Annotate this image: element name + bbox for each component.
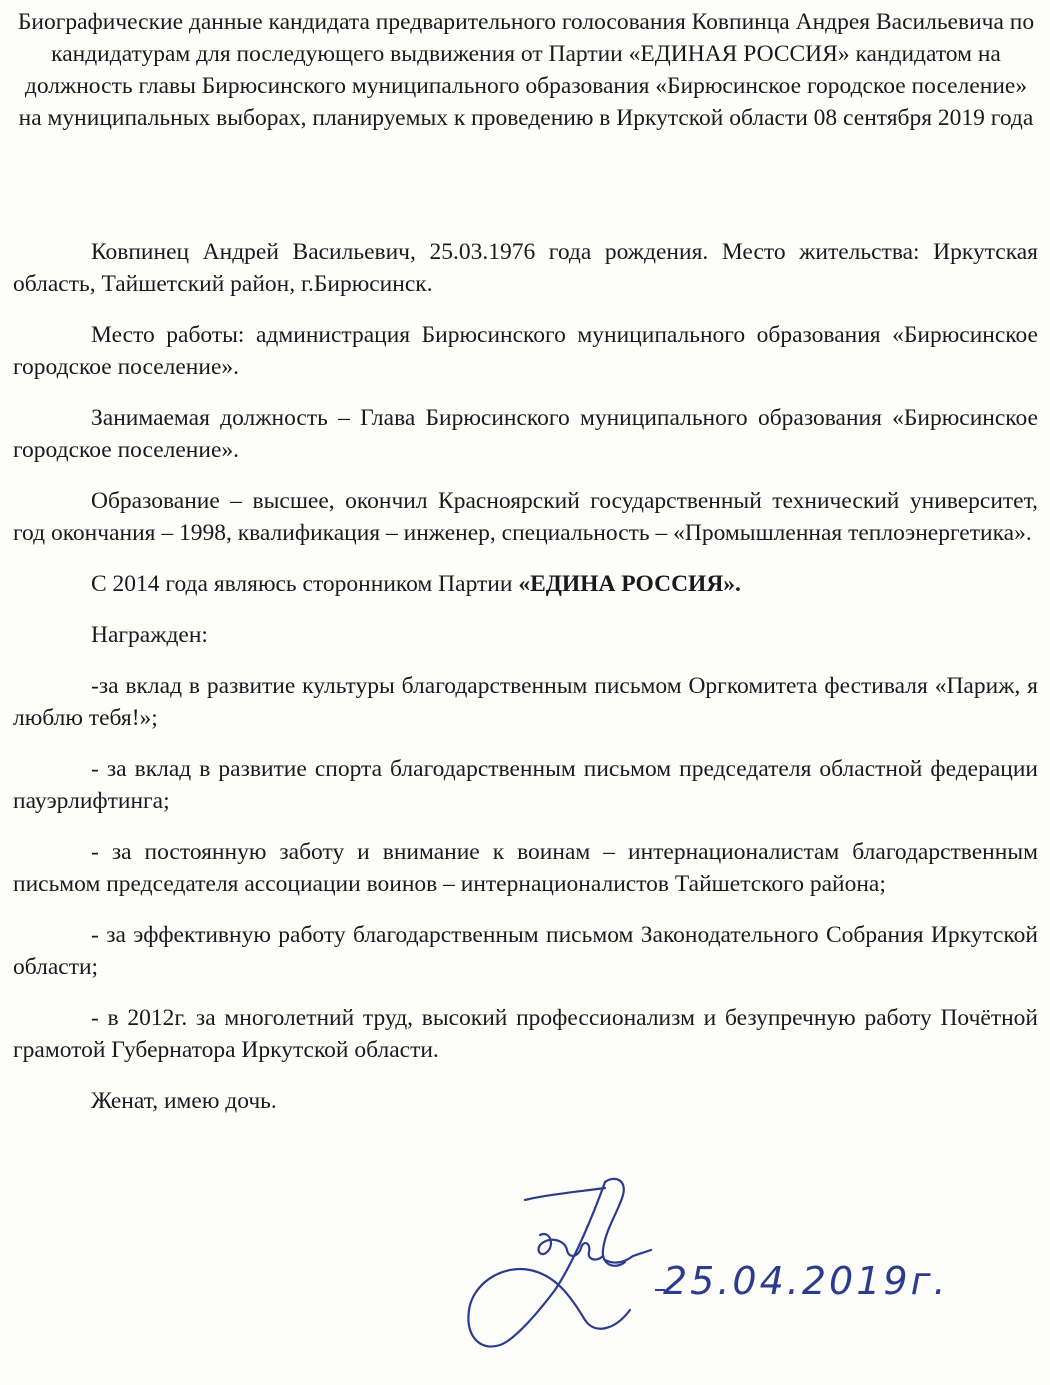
family-paragraph: Женат, имею дочь. <box>91 1088 277 1114</box>
birth-paragraph: Ковпинец Андрей Васильевич, 25.03.1976 года рождения. Место жительства: Иркутская область, Тайшетский район, г.Бирюсинск. <box>13 239 1038 297</box>
party-prefix: С 2014 года являюсь сторонником Партии <box>91 571 519 597</box>
svg-text:25.04.2019г.: 25.04.2019г. <box>663 1259 949 1303</box>
party-paragraph <box>13 568 1038 600</box>
party-name: «ЕДИНА РОССИЯ». <box>518 571 741 597</box>
handwritten-signature <box>455 1170 675 1370</box>
document-body <box>13 236 1038 1136</box>
work-paragraph: Место работы: администрация Бирюсинского муниципального образования «Бирюсинское городское поселение». <box>13 322 1038 380</box>
signature-block <box>455 1170 975 1370</box>
position-paragraph: Занимаемая должность – Глава Бирюсинского муниципального образования «Бирюсинское городское поселение». <box>13 405 1038 463</box>
awarded-heading: Награжден: <box>91 622 208 648</box>
award-item-legislative: - за эффективную работу благодарственным письмом Законодательного Собрания Иркутской области; <box>13 922 1038 980</box>
award-item-governor: - в 2012г. за многолетний труд, высокий профессионализм и безупречную работу Почётной грамотой Губернатора Иркутской области. <box>13 1005 1038 1063</box>
education-paragraph: Образование – высшее, окончил Красноярский государственный технический университет, год окончания – 1998, квалификация – инженер, специальность – «Промышленная теплоэнергетика». <box>13 488 1038 546</box>
award-item-culture: -за вклад в развитие культуры благодарственным письмом Оргкомитета фестиваля «Париж, я люблю тебя!»; <box>13 673 1038 731</box>
document-title: Биографические данные кандидата предварительного голосования Ковпинца Андрея Васильевича по кандидатурам для последующего выдвижения от Партии «ЕДИНАЯ РОССИЯ» кандидатом на должность главы Бирюсинского муниципального образования «Бирюсинское городское поселение» на муниципальных выборах, планируемых к проведению в Иркутской области 08 сентября 2019 года <box>17 9 1035 131</box>
award-item-veterans: - за постоянную заботу и внимание к воинам – интернационалистам благодарственным письмом председателя ассоциации воинов – интернационалистов Тайшетского района; <box>13 839 1038 897</box>
award-item-sport: - за вклад в развитие спорта благодарственным письмом председателя областной федерации пауэрлифтинга; <box>13 756 1038 814</box>
signature-date <box>655 1252 975 1312</box>
